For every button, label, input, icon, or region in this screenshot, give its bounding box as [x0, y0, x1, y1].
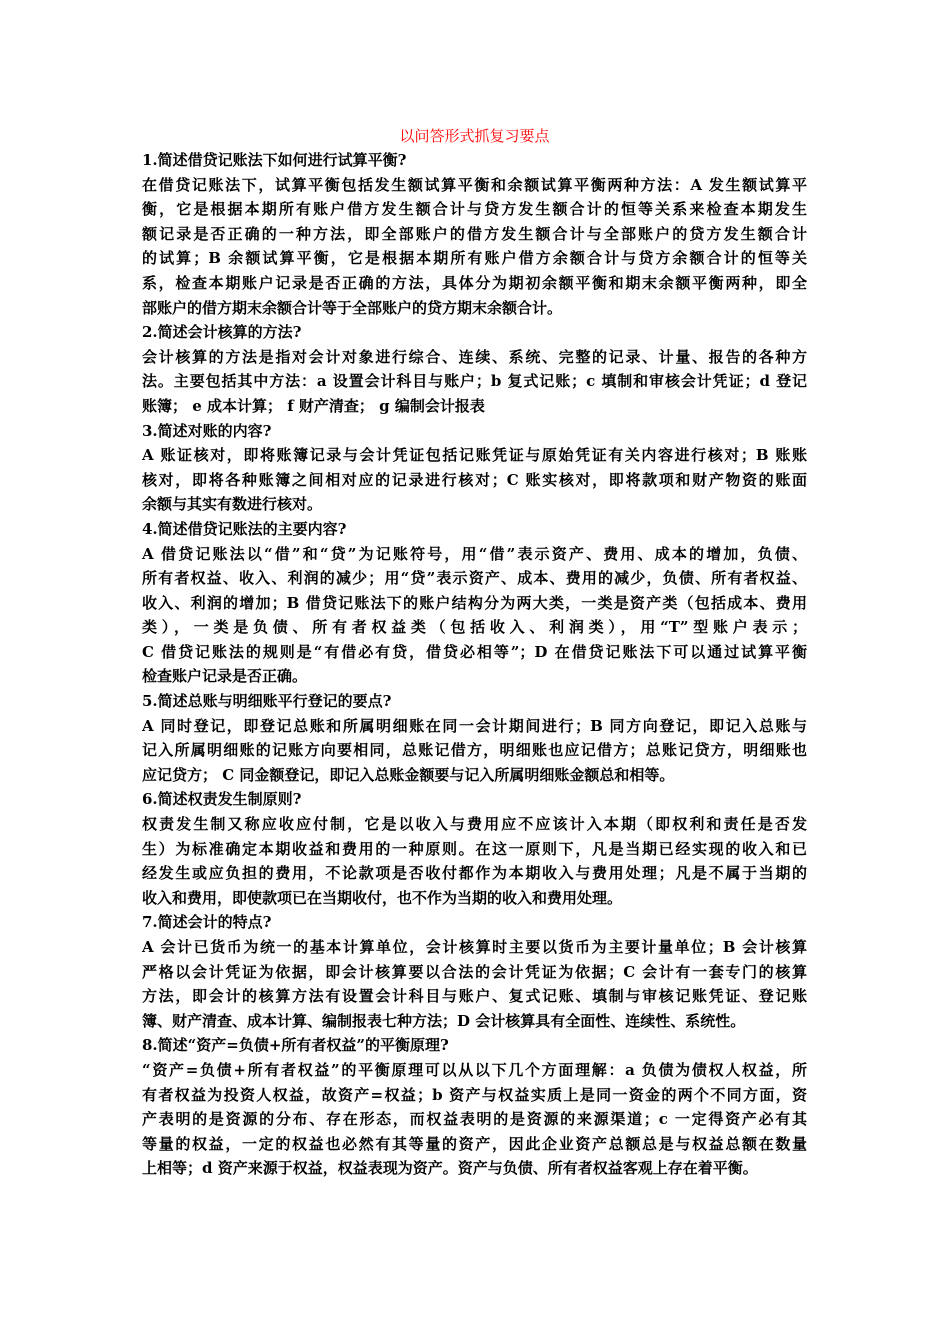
answer-line: 方法，即会计的核算方法有设置会计科目与账户、复式记账、填制与审核记账凭证、登记账 — [142, 987, 807, 1006]
answer-line: 核对，即将各种账簿之间相对应的记录进行核对；C 账实核对，即将款项和财产物资的账面 — [142, 470, 807, 489]
answer-line: 的试算；B 余额试算平衡，它是根据本期所有账户借方余额合计与贷方余额合计的恒等关 — [142, 249, 807, 268]
answer-line: 等量的权益，一定的权益也必然有其等量的资产，因此企业资产总额总是与权益总额在数量 — [142, 1134, 807, 1153]
question-heading: 3.简述对账的内容? — [142, 421, 272, 440]
qa-section — [142, 320, 807, 418]
answer-line: “资产=负债+所有者权益”的平衡原理可以从以下几个方面理解：a 负债为债权人权益，所 — [142, 1060, 807, 1079]
question-heading: 4.简述借贷记账法的主要内容? — [142, 519, 347, 538]
question-heading: 6.简述权责发生制原则? — [142, 790, 302, 809]
answer-line: 会计核算的方法是指对会计对象进行综合、连续、系统、完整的记录、计量、报告的各种方 — [142, 347, 807, 366]
answer-line: 权责发生制又称应收应付制，它是以收入与费用应不应该计入本期（即权利和责任是否发 — [142, 815, 807, 834]
answer-line: 在借贷记账法下，试算平衡包括发生额试算平衡和余额试算平衡两种方法：A 发生额试算平 — [142, 175, 807, 194]
document-title: 以问答形式抓复习要点 — [399, 127, 550, 145]
answer-line: 收入和费用，即使款项已在当期收付，也不作为当期的收入和费用处理。 — [142, 888, 623, 907]
qa-section — [142, 787, 807, 910]
question-heading: 8.简述“资产=负债+所有者权益”的平衡原理? — [142, 1036, 449, 1055]
answer-line: 生）为标准确定本期收益和费用的一种原则。在这一原则下，凡是当期已经实现的收入和已 — [142, 839, 807, 858]
answer-line: 额记录是否正确的一种方法，即全部账户的借方发生额合计与全部账户的贷方发生额合计 — [142, 224, 807, 243]
answer-line: 类），一类是负债、所有者权益类（包括收入、利润类），用“T”型账户表示； — [142, 618, 807, 637]
question-heading: 7.简述会计的特点? — [142, 913, 272, 932]
document-page — [142, 124, 807, 1181]
answer-line: C 借贷记账法的规则是“有借必有贷，借贷必相等”；D 在借贷记账法下可以通过试算平衡 — [142, 642, 807, 661]
answer-line: A 借贷记账法以“借”和“贷”为记账符号，用“借”表示资产、费用、成本的增加，负债、 — [142, 544, 807, 563]
qa-sections — [142, 148, 807, 1181]
answer-line: 经发生或应负担的费用，不论款项是否收付都作为本期收入与费用处理；凡是不属于当期的 — [142, 864, 807, 883]
qa-section — [142, 148, 807, 320]
answer-line: A 同时登记，即登记总账和所属明细账在同一会计期间进行；B 同方向登记，即记入总账与 — [142, 716, 807, 735]
answer-line: 账簿； e 成本计算； f 财产清查； g 编制会计报表 — [142, 396, 485, 415]
qa-section — [142, 419, 807, 517]
answer-line: 所有者权益、收入、利润的减少；用“贷”表示资产、成本、费用的减少，负债、所有者权益、 — [142, 569, 807, 588]
answer-line: 衡，它是根据本期所有账户借方发生额合计与贷方发生额合计的恒等关系来检查本期发生 — [142, 200, 807, 219]
question-heading: 2.简述会计核算的方法? — [142, 323, 302, 342]
qa-section — [142, 910, 807, 1033]
answer-line: A 会计已货币为统一的基本计算单位，会计核算时主要以货币为主要计量单位；B 会计核算 — [142, 938, 807, 956]
answer-line: 法。主要包括其中方法：a 设置会计科目与账户；b 复式记账；c 填制和审核会计凭证；d 登记 — [142, 372, 807, 391]
answer-line: 系，检查本期账户记录是否正确的方法，具体分为期初余额平衡和期末余额平衡两种，即全 — [142, 273, 807, 292]
answer-line: 有者权益为投资人权益，故资产=权益；b 资产与权益实质上是同一资金的两个不同方面，资 — [142, 1085, 807, 1104]
answer-line: 记入所属明细账的记账方向要相同，总账记借方，明细账也应记借方；总账记贷方，明细账也 — [142, 741, 807, 760]
question-heading: 1.简述借贷记账法下如何进行试算平衡? — [142, 151, 407, 169]
answer-line: A 账证核对，即将账簿记录与会计凭证包括记账凭证与原始凭证有关内容进行核对；B 账账 — [142, 446, 807, 465]
answer-line: 应记贷方； C 同金额登记，即记入总账金额要与记入所属明细账金额总和相等。 — [142, 765, 675, 784]
qa-section — [142, 689, 807, 787]
answer-line: 产表明的是资源的分布、存在形态，而权益表明的是资源的来源渠道；c 一定得资产必有其 — [142, 1110, 807, 1129]
answer-line: 收入、利润的增加；B 借贷记账法下的账户结构分为两大类，一类是资产类（包括成本、费用 — [142, 593, 807, 612]
answer-line: 簿、财产清查、成本计算、编制报表七种方法；D 会计核算具有全面性、连续性、系统性。 — [142, 1011, 746, 1030]
qa-section — [142, 517, 807, 689]
answer-line: 余额与其实有数进行核对。 — [142, 495, 323, 514]
answer-line: 严格以会计凭证为依据，即会计核算要以合法的会计凭证为依据；C 会计有一套专门的核算 — [142, 962, 807, 981]
question-heading: 5.简述总账与明细账平行登记的要点? — [142, 692, 392, 711]
answer-line: 检查账户记录是否正确。 — [142, 667, 308, 686]
answer-line: 上相等；d 资产来源于权益，权益表现为资产。资产与负债、所有者权益客观上存在着平衡。 — [142, 1159, 758, 1178]
qa-section — [142, 1033, 807, 1181]
answer-line: 部账户的借方期末余额合计等于全部账户的贷方期末余额合计。 — [142, 298, 563, 317]
